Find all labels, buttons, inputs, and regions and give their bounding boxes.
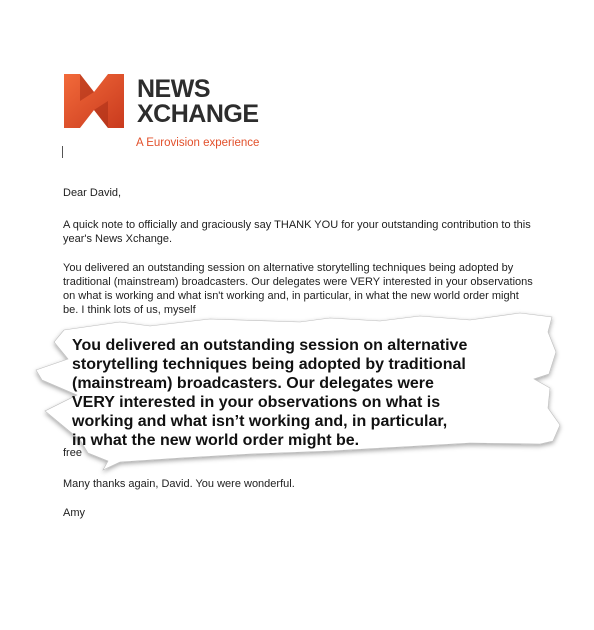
logo-word-xchange: XCHANGE — [137, 100, 259, 128]
logo-tagline: A Eurovision experience — [136, 137, 260, 149]
letter-obscured-fragment: free — [63, 447, 82, 459]
callout-quote-text: You delivered an outstanding session on alternative storytelling techniques being adopted by traditional (mainstream) broadcasters. Our delegates were VERY interested in your observations on what is working and what isn’t working and, in particular, in what the new world order might be. — [72, 337, 468, 449]
logo-word-news: NEWS — [137, 75, 210, 103]
letter-paragraph-1: A quick note to officially and graciously say THANK YOU for your outstanding contribution to this year's News Xchange. — [63, 219, 531, 245]
letter-salutation: Dear David, — [63, 187, 122, 199]
letter-paragraph-2: You delivered an outstanding session on alternative storytelling techniques being adopted by traditional (mainstream) broadcasters. Our delegates were VERY interested in your observations on what is working and what isn't working and, in particular, in what the new world order might be. I think lots of us, myself — [63, 262, 533, 316]
letter-signoff: Amy — [63, 507, 85, 519]
letter-closing: Many thanks again, David. You were wonderful. — [63, 478, 295, 490]
